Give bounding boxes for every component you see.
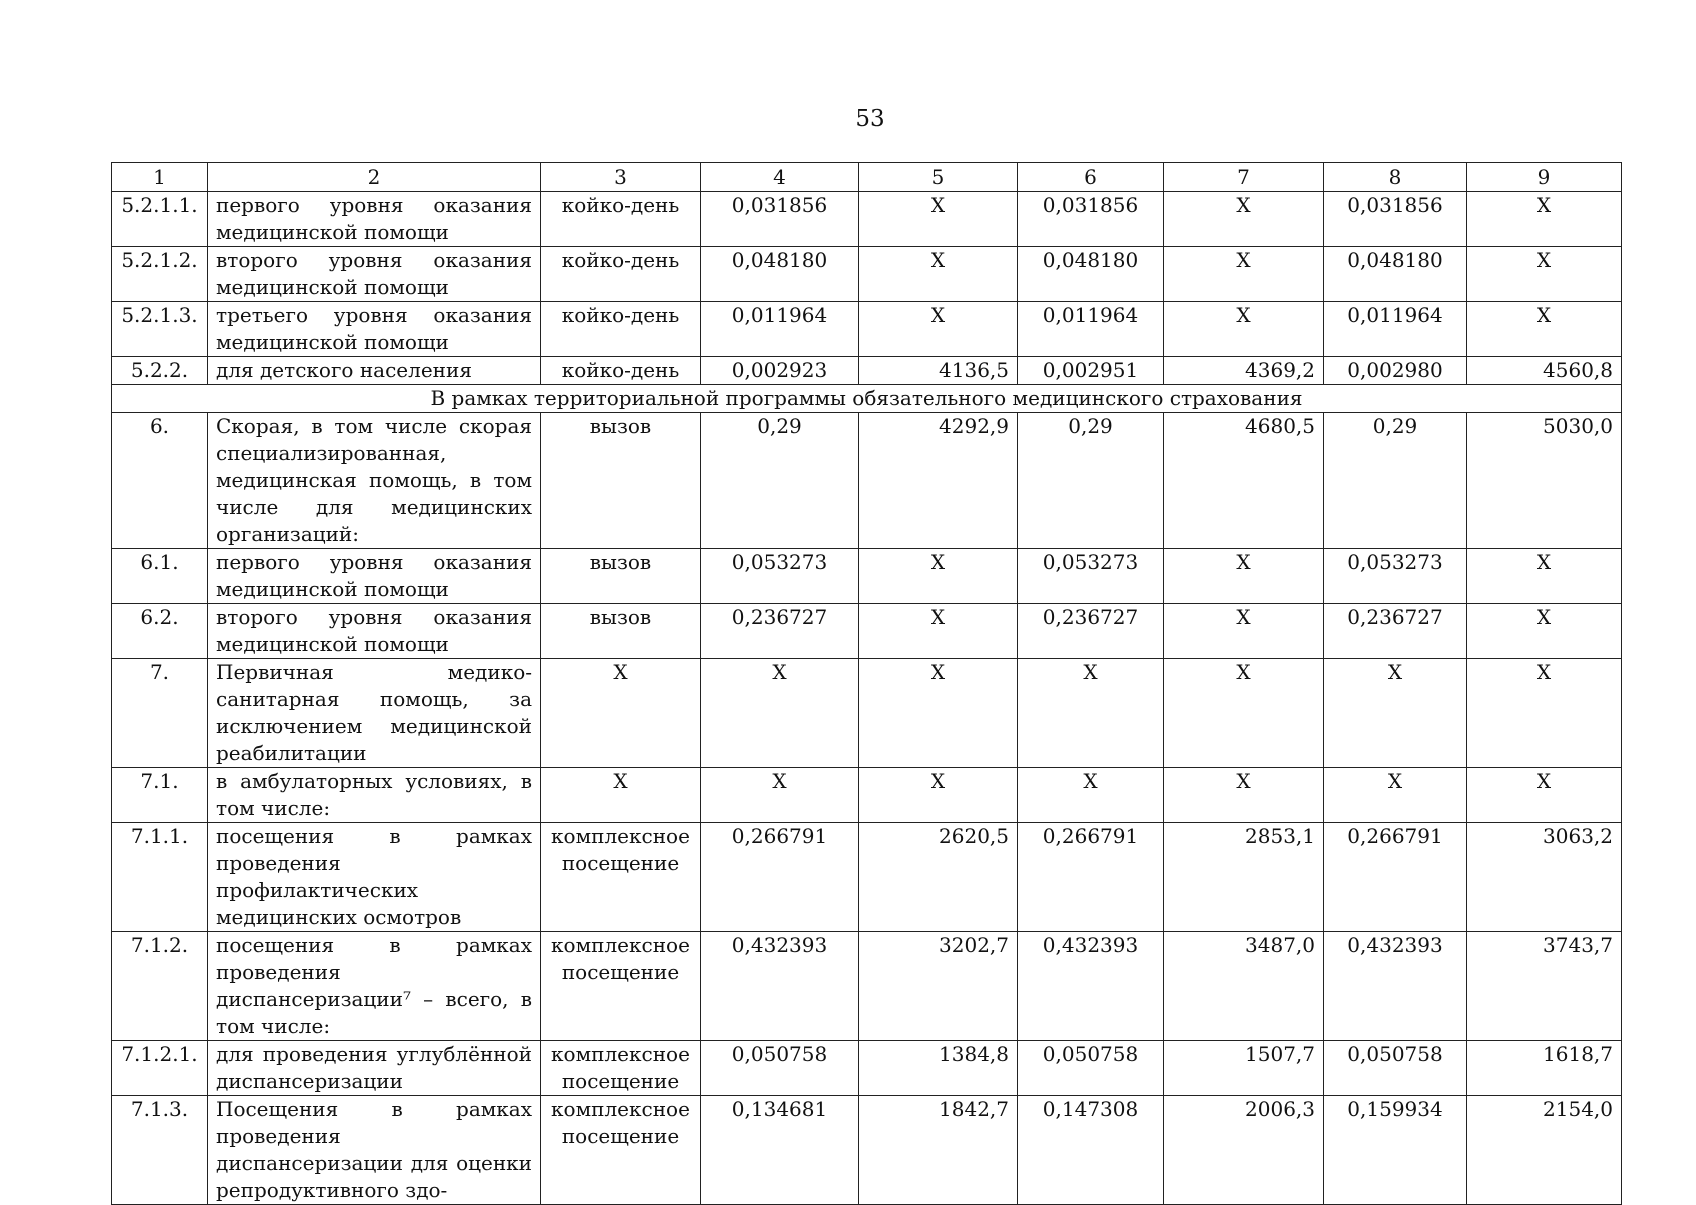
cell-col4: 0,050758 [701, 1041, 859, 1096]
column-header: 4 [701, 163, 859, 192]
cell-number: 7. [112, 659, 208, 768]
table-row [112, 659, 1622, 768]
cell-col6: 0,031856 [1018, 192, 1164, 247]
cell-name: посещения в рамках проведения профилактических медицинских осмотров [208, 823, 541, 932]
cell-number: 6.2. [112, 604, 208, 659]
cell-col8: 0,159934 [1324, 1096, 1467, 1205]
cell-number: 7.1.2. [112, 932, 208, 1041]
cell-unit: койко-день [541, 192, 701, 247]
cell-col7: X [1164, 192, 1324, 247]
cell-col5: 1842,7 [859, 1096, 1018, 1205]
cell-name: для детского населения [208, 357, 541, 385]
cell-unit: X [541, 659, 701, 768]
cell-name: первого уровня оказания медицинской помощи [208, 192, 541, 247]
cell-unit: комплексное посещение [541, 932, 701, 1041]
cell-col5: 4292,9 [859, 413, 1018, 549]
cell-number: 6. [112, 413, 208, 549]
indicators-table [111, 162, 1622, 1205]
cell-col9: 2154,0 [1467, 1096, 1622, 1205]
cell-col7: 2853,1 [1164, 823, 1324, 932]
cell-name: второго уровня оказания медицинской помощи [208, 604, 541, 659]
cell-col6: 0,29 [1018, 413, 1164, 549]
cell-number: 5.2.1.3. [112, 302, 208, 357]
cell-col8: X [1324, 768, 1467, 823]
cell-col9: 4560,8 [1467, 357, 1622, 385]
cell-col7: X [1164, 247, 1324, 302]
cell-col7: X [1164, 549, 1324, 604]
cell-col4: 0,048180 [701, 247, 859, 302]
cell-col5: 4136,5 [859, 357, 1018, 385]
cell-name: посещения в рамках проведения диспансеризации⁷ – всего, в том числе: [208, 932, 541, 1041]
column-header: 5 [859, 163, 1018, 192]
cell-col6: X [1018, 768, 1164, 823]
cell-col5: X [859, 768, 1018, 823]
table-row [112, 192, 1622, 247]
cell-col4: 0,236727 [701, 604, 859, 659]
cell-number: 7.1.3. [112, 1096, 208, 1205]
cell-col8: X [1324, 659, 1467, 768]
cell-col4: 0,053273 [701, 549, 859, 604]
cell-col9: X [1467, 659, 1622, 768]
column-header: 8 [1324, 163, 1467, 192]
cell-col5: X [859, 659, 1018, 768]
column-header: 3 [541, 163, 701, 192]
cell-col5: 1384,8 [859, 1041, 1018, 1096]
cell-col8: 0,432393 [1324, 932, 1467, 1041]
cell-col5: X [859, 302, 1018, 357]
cell-col6: 0,050758 [1018, 1041, 1164, 1096]
cell-unit: койко-день [541, 247, 701, 302]
cell-col9: 3743,7 [1467, 932, 1622, 1041]
cell-col6: 0,053273 [1018, 549, 1164, 604]
cell-name: третьего уровня оказания медицинской помощи [208, 302, 541, 357]
cell-col6: 0,236727 [1018, 604, 1164, 659]
table-row [112, 413, 1622, 549]
cell-number: 7.1. [112, 768, 208, 823]
cell-col6: 0,147308 [1018, 1096, 1164, 1205]
cell-col6: 0,002951 [1018, 357, 1164, 385]
cell-col6: 0,266791 [1018, 823, 1164, 932]
cell-col6: X [1018, 659, 1164, 768]
cell-col5: X [859, 604, 1018, 659]
cell-col9: 1618,7 [1467, 1041, 1622, 1096]
cell-col6: 0,432393 [1018, 932, 1164, 1041]
cell-col8: 0,236727 [1324, 604, 1467, 659]
column-header: 2 [208, 163, 541, 192]
cell-col7: 4369,2 [1164, 357, 1324, 385]
section-row [112, 385, 1622, 413]
cell-col9: 5030,0 [1467, 413, 1622, 549]
cell-col7: 3487,0 [1164, 932, 1324, 1041]
cell-col9: X [1467, 247, 1622, 302]
cell-name: для проведения углублённой диспансеризации [208, 1041, 541, 1096]
cell-col4: 0,266791 [701, 823, 859, 932]
cell-col4: 0,432393 [701, 932, 859, 1041]
cell-col7: X [1164, 768, 1324, 823]
cell-col6: 0,048180 [1018, 247, 1164, 302]
cell-col7: X [1164, 302, 1324, 357]
cell-col9: X [1467, 768, 1622, 823]
cell-unit: вызов [541, 549, 701, 604]
table-row [112, 932, 1622, 1041]
cell-col8: 0,002980 [1324, 357, 1467, 385]
cell-number: 5.2.2. [112, 357, 208, 385]
cell-col9: X [1467, 604, 1622, 659]
cell-number: 7.1.1. [112, 823, 208, 932]
cell-unit: койко-день [541, 302, 701, 357]
cell-col4: X [701, 768, 859, 823]
cell-col4: X [701, 659, 859, 768]
cell-col8: 0,053273 [1324, 549, 1467, 604]
cell-unit: комплексное посещение [541, 823, 701, 932]
cell-col7: X [1164, 604, 1324, 659]
table-row [112, 604, 1622, 659]
table-row [112, 247, 1622, 302]
cell-col6: 0,011964 [1018, 302, 1164, 357]
cell-col7: 4680,5 [1164, 413, 1324, 549]
table-row [112, 549, 1622, 604]
cell-col7: X [1164, 659, 1324, 768]
cell-unit: вызов [541, 413, 701, 549]
cell-col9: X [1467, 192, 1622, 247]
cell-col4: 0,002923 [701, 357, 859, 385]
page-number: 53 [855, 106, 885, 132]
cell-col8: 0,050758 [1324, 1041, 1467, 1096]
cell-col9: 3063,2 [1467, 823, 1622, 932]
table-row [112, 357, 1622, 385]
cell-col8: 0,048180 [1324, 247, 1467, 302]
cell-unit: X [541, 768, 701, 823]
cell-col8: 0,29 [1324, 413, 1467, 549]
cell-col8: 0,266791 [1324, 823, 1467, 932]
cell-number: 5.2.1.2. [112, 247, 208, 302]
cell-col4: 0,134681 [701, 1096, 859, 1205]
table-row [112, 302, 1622, 357]
column-header: 7 [1164, 163, 1324, 192]
cell-col7: 1507,7 [1164, 1041, 1324, 1096]
cell-col9: X [1467, 302, 1622, 357]
table-row [112, 1096, 1622, 1205]
cell-name: Скорая, в том числе скорая специализированная, медицинская помощь, в том числе для медицинских организаций: [208, 413, 541, 549]
cell-col5: 3202,7 [859, 932, 1018, 1041]
cell-col5: X [859, 549, 1018, 604]
cell-number: 6.1. [112, 549, 208, 604]
table-row [112, 1041, 1622, 1096]
cell-name: первого уровня оказания медицинской помощи [208, 549, 541, 604]
column-header: 9 [1467, 163, 1622, 192]
cell-unit: вызов [541, 604, 701, 659]
cell-unit: комплексное посещение [541, 1096, 701, 1205]
cell-name: Первичная медико-санитарная помощь, за исключением медицинской реабилитации [208, 659, 541, 768]
cell-number: 5.2.1.1. [112, 192, 208, 247]
cell-col5: 2620,5 [859, 823, 1018, 932]
column-number-row [112, 163, 1622, 192]
cell-col8: 0,011964 [1324, 302, 1467, 357]
cell-name: в амбулаторных условиях, в том числе: [208, 768, 541, 823]
cell-unit: комплексное посещение [541, 1041, 701, 1096]
table-row [112, 823, 1622, 932]
cell-name: второго уровня оказания медицинской помощи [208, 247, 541, 302]
cell-col9: X [1467, 549, 1622, 604]
cell-col5: X [859, 192, 1018, 247]
cell-col7: 2006,3 [1164, 1096, 1324, 1205]
column-header: 1 [112, 163, 208, 192]
cell-col5: X [859, 247, 1018, 302]
cell-unit: койко-день [541, 357, 701, 385]
section-heading: В рамках территориальной программы обязательного медицинского страхования [112, 385, 1622, 413]
cell-name: Посещения в рамках проведения диспансеризации для оценки репродуктивного здо- [208, 1096, 541, 1205]
cell-col8: 0,031856 [1324, 192, 1467, 247]
cell-col4: 0,29 [701, 413, 859, 549]
cell-number: 7.1.2.1. [112, 1041, 208, 1096]
table-row [112, 768, 1622, 823]
cell-col4: 0,011964 [701, 302, 859, 357]
column-header: 6 [1018, 163, 1164, 192]
cell-col4: 0,031856 [701, 192, 859, 247]
